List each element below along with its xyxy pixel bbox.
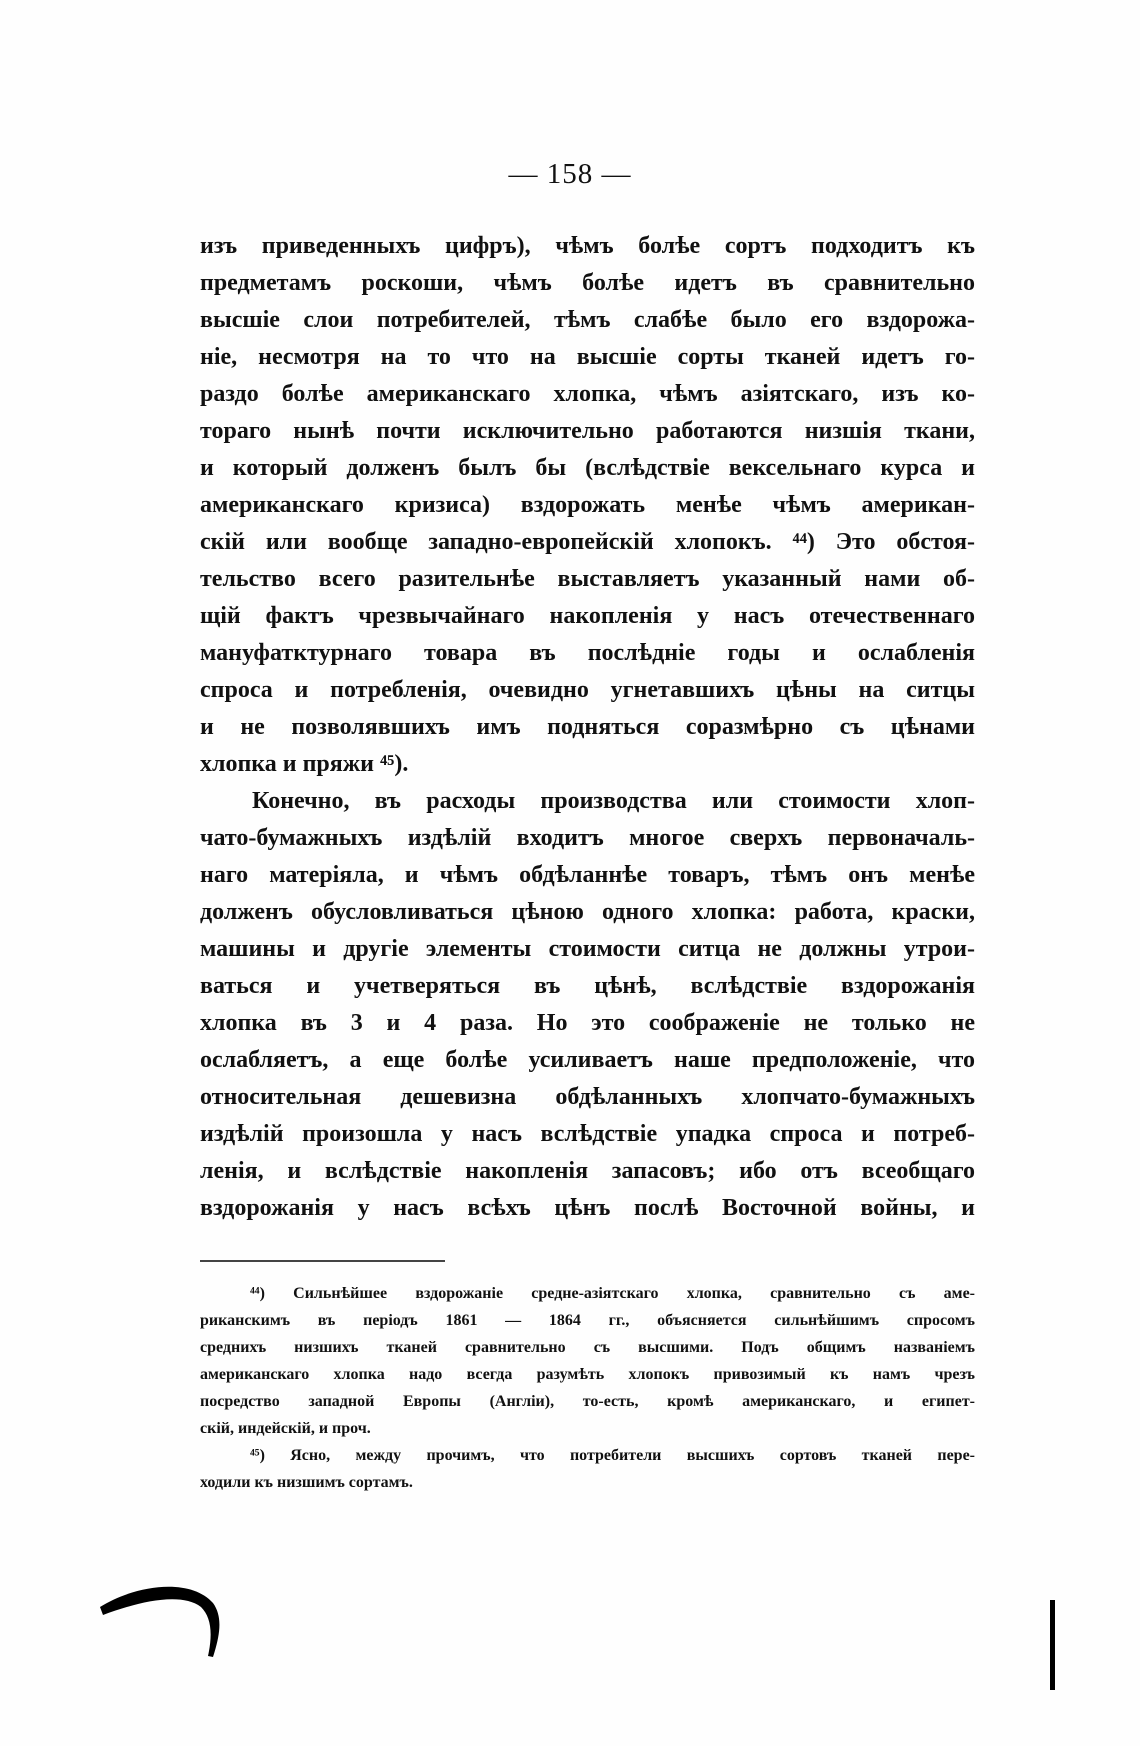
scan-artifact-right — [1050, 1600, 1055, 1690]
text-line: предметамъ роскоши, чѣмъ болѣе идетъ въ сравнительно — [200, 270, 975, 296]
footnote-line: скій, индейскій, и проч. — [200, 1420, 371, 1437]
text-line: ніе, несмотря на то что на высшіе сорты тканей идетъ го- — [200, 344, 975, 370]
text-line: спроса и потребленія, очевидно угнетавшихъ цѣны на ситцы — [200, 677, 975, 703]
text-line: тельство всего разительнѣе выставляетъ указанный нами об- — [200, 566, 975, 592]
footnote-line: ходили къ низшимъ сортамъ. — [200, 1474, 413, 1491]
text-line: тораго нынѣ почти исключительно работаются низшія ткани, — [200, 418, 975, 444]
text-line: долженъ обусловливаться цѣною одного хлопка: работа, краски, — [200, 899, 975, 925]
text-line: щій фактъ чрезвычайнаго накопленія у насъ отечественнаго — [200, 603, 975, 629]
text-line: и не позволявшихъ имъ подняться соразмѣрно съ цѣнами — [200, 714, 975, 740]
footnote-line: ⁴⁴) Сильнѣйшее вздорожаніе средне-азіятскаго хлопка, сравнительно съ аме- — [250, 1285, 975, 1302]
text-line: изъ приведенныхъ цифръ), чѣмъ болѣе сортъ подходитъ къ — [200, 233, 975, 259]
footnote-separator — [200, 1260, 445, 1262]
text-line: и который долженъ былъ бы (вслѣдствіе вексельнаго курса и — [200, 455, 975, 481]
text-line: американскаго кризиса) вздорожать менѣе чѣмъ американ- — [200, 492, 975, 518]
text-line: раздо болѣе американскаго хлопка, чѣмъ азіятскаго, изъ ко- — [200, 381, 975, 407]
text-line: ваться и учетверяться въ цѣнѣ, вслѣдствіе вздорожанія — [200, 973, 975, 999]
text-line: издѣлій произошла у насъ вслѣдствіе упадка спроса и потреб- — [200, 1121, 975, 1147]
text-line: наго матеріяла, и чѣмъ обдѣланнѣе товаръ, тѣмъ онъ менѣе — [200, 862, 975, 888]
main-text — [200, 228, 975, 1227]
text-line: относительная дешевизна обдѣланныхъ хлопчато-бумажныхъ — [200, 1084, 975, 1110]
footnotes — [200, 1280, 975, 1496]
text-line: высшіе слои потребителей, тѣмъ слабѣе было его вздорожа- — [200, 307, 975, 333]
text-line: хлопка въ 3 и 4 раза. Но это соображеніе не только не — [200, 1010, 975, 1036]
text-line: машины и другіе элементы стоимости ситца не должны утрои- — [200, 936, 975, 962]
text-line: Конечно, въ расходы производства или стоимости хлоп- — [252, 788, 975, 814]
text-line: хлопка и пряжи ⁴⁵). — [200, 751, 409, 777]
footnote-line: американскаго хлопка надо всегда разумѣть хлопокъ привозимый къ намъ чрезъ — [200, 1366, 975, 1383]
text-line: ослабляетъ, а еще болѣе усиливаетъ наше предположеніе, что — [200, 1047, 975, 1073]
text-line: ленія, и вслѣдствіе накопленія запасовъ; ибо отъ всеобщаго — [200, 1158, 975, 1184]
scan-artifact-left — [95, 1575, 225, 1665]
text-line: скій или вообще западно-европейскій хлопокъ. ⁴⁴) Это обстоя- — [200, 529, 975, 555]
footnote-line: ⁴⁵) Ясно, между прочимъ, что потребители высшихъ сортовъ тканей пере- — [250, 1447, 975, 1464]
footnote-line: посредство западной Европы (Англіи), то-есть, кромѣ американскаго, и египет- — [200, 1393, 975, 1410]
text-line: мануфатктурнаго товара въ послѣдніе годы и ослабленія — [200, 640, 975, 666]
text-line: чато-бумажныхъ издѣлій входитъ многое сверхъ первоначаль- — [200, 825, 975, 851]
footnote-line: среднихъ низшихъ тканей сравнительно съ высшими. Подъ общимъ названіемъ — [200, 1339, 975, 1356]
text-line: вздорожанія у насъ всѣхъ цѣнъ послѣ Восточной войны, и — [200, 1195, 975, 1221]
page-number: — 158 — — [508, 158, 632, 190]
footnote-line: риканскимъ въ періодъ 1861 — 1864 гг., объясняется сильнѣйшимъ спросомъ — [200, 1312, 975, 1329]
